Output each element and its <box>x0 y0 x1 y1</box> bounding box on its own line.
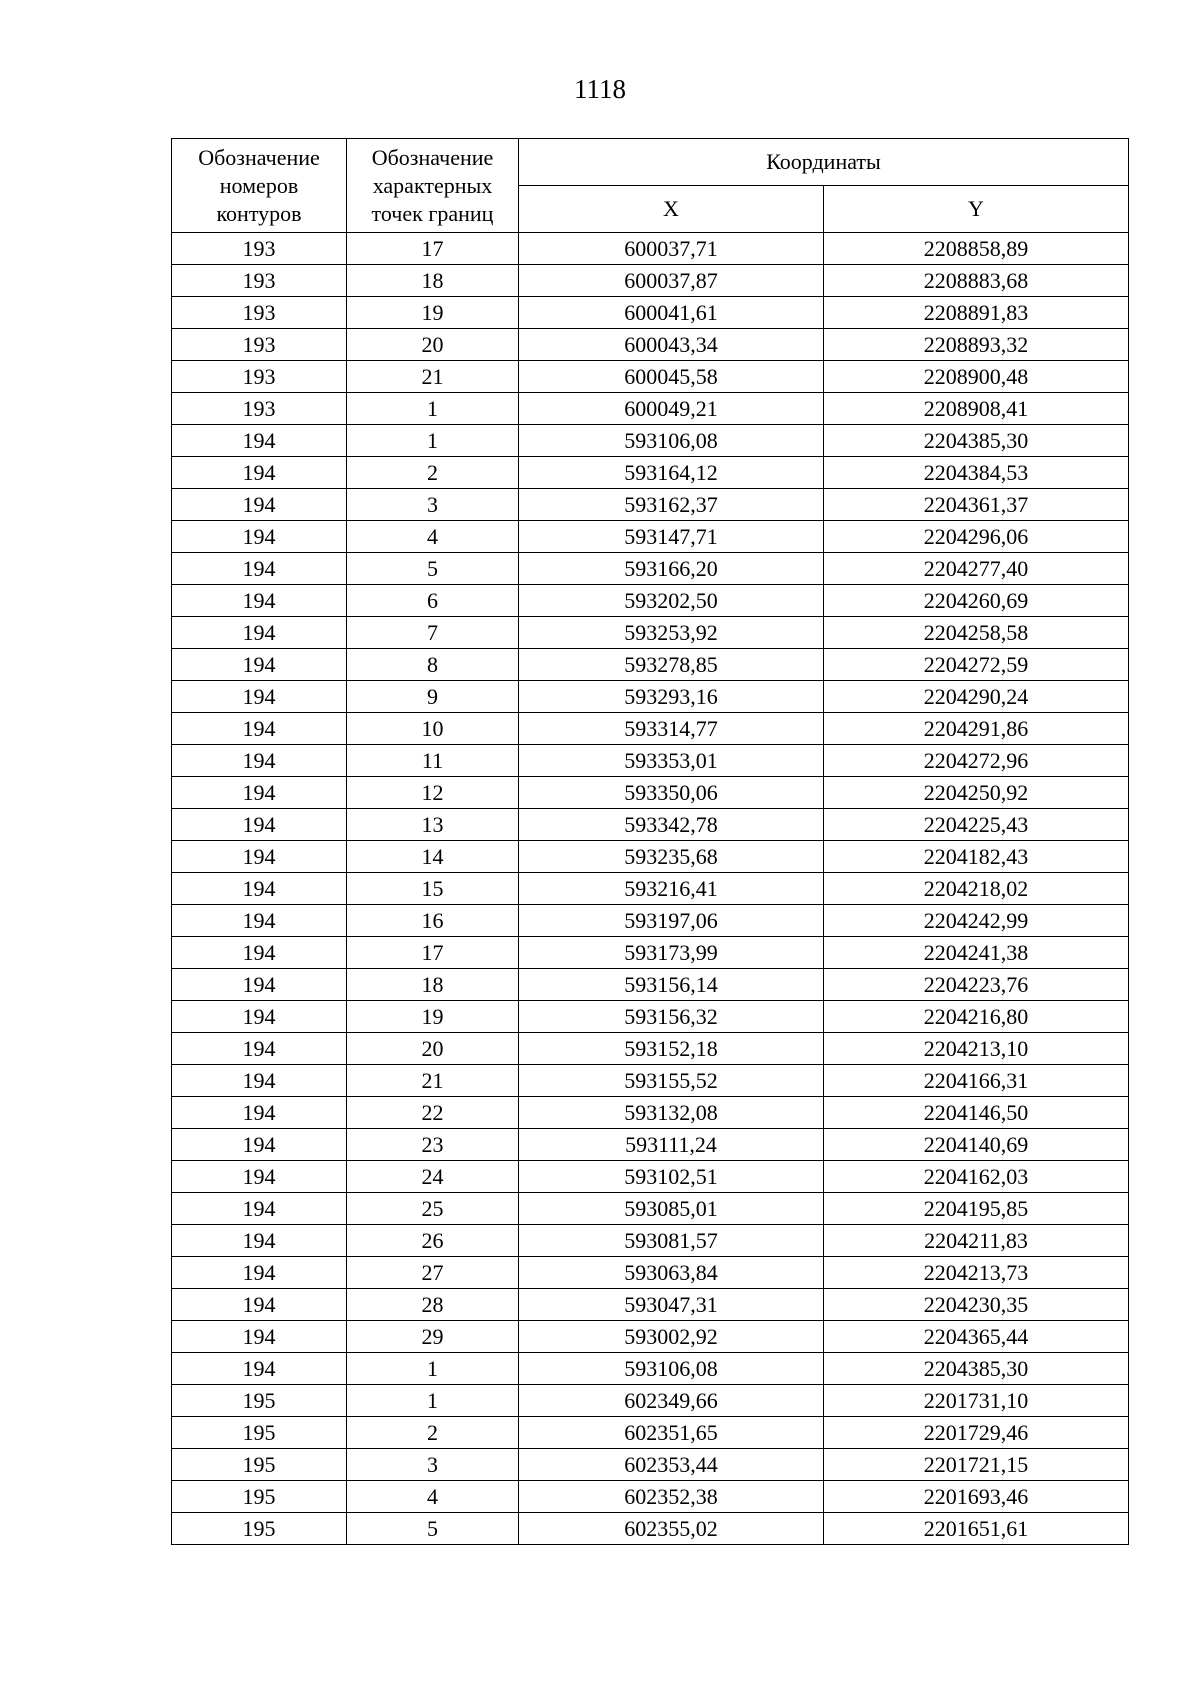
contour-cell: 193 <box>172 361 347 393</box>
contour-cell: 194 <box>172 1001 347 1033</box>
point-cell: 28 <box>347 1289 519 1321</box>
contour-cell: 194 <box>172 553 347 585</box>
y-cell: 2204216,80 <box>824 1001 1129 1033</box>
y-cell: 2204140,69 <box>824 1129 1129 1161</box>
point-cell: 8 <box>347 649 519 681</box>
y-cell: 2204361,37 <box>824 489 1129 521</box>
table-body <box>172 233 1129 1545</box>
point-cell: 1 <box>347 393 519 425</box>
y-cell: 2201729,46 <box>824 1417 1129 1449</box>
point-cell: 4 <box>347 1481 519 1513</box>
table-row <box>172 1161 1129 1193</box>
contour-cell: 195 <box>172 1417 347 1449</box>
point-cell: 5 <box>347 553 519 585</box>
point-cell: 1 <box>347 425 519 457</box>
table-row <box>172 873 1129 905</box>
table-row <box>172 585 1129 617</box>
table-row <box>172 1417 1129 1449</box>
y-cell: 2204385,30 <box>824 425 1129 457</box>
x-cell: 593156,14 <box>519 969 824 1001</box>
table-row <box>172 713 1129 745</box>
contour-cell: 194 <box>172 1193 347 1225</box>
table-row <box>172 1289 1129 1321</box>
table-header <box>172 139 1129 233</box>
contour-cell: 194 <box>172 1353 347 1385</box>
x-cell: 593235,68 <box>519 841 824 873</box>
contour-cell: 194 <box>172 937 347 969</box>
x-cell: 602349,66 <box>519 1385 824 1417</box>
point-cell: 23 <box>347 1129 519 1161</box>
table-row <box>172 1225 1129 1257</box>
point-cell: 18 <box>347 969 519 1001</box>
point-cell: 21 <box>347 1065 519 1097</box>
y-cell: 2204223,76 <box>824 969 1129 1001</box>
contour-cell: 194 <box>172 969 347 1001</box>
table-row <box>172 233 1129 265</box>
contour-cell: 194 <box>172 873 347 905</box>
x-cell: 593155,52 <box>519 1065 824 1097</box>
contour-cell: 194 <box>172 809 347 841</box>
y-cell: 2204146,50 <box>824 1097 1129 1129</box>
point-cell: 2 <box>347 457 519 489</box>
contour-cell: 194 <box>172 777 347 809</box>
y-cell: 2201693,46 <box>824 1481 1129 1513</box>
y-cell: 2204250,92 <box>824 777 1129 809</box>
contour-cell: 195 <box>172 1513 347 1545</box>
y-cell: 2208883,68 <box>824 265 1129 297</box>
contour-cell: 193 <box>172 329 347 361</box>
y-cell: 2204182,43 <box>824 841 1129 873</box>
point-cell: 1 <box>347 1353 519 1385</box>
contour-cell: 194 <box>172 585 347 617</box>
x-cell: 593106,08 <box>519 1353 824 1385</box>
x-cell: 593202,50 <box>519 585 824 617</box>
y-cell: 2204241,38 <box>824 937 1129 969</box>
table-row <box>172 329 1129 361</box>
point-cell: 9 <box>347 681 519 713</box>
table-row <box>172 969 1129 1001</box>
point-cell: 25 <box>347 1193 519 1225</box>
x-cell: 593293,16 <box>519 681 824 713</box>
contour-cell: 195 <box>172 1385 347 1417</box>
point-cell: 4 <box>347 521 519 553</box>
x-cell: 593216,41 <box>519 873 824 905</box>
contour-cell: 194 <box>172 1097 347 1129</box>
table-row <box>172 937 1129 969</box>
table-row <box>172 1513 1129 1545</box>
table-row <box>172 489 1129 521</box>
y-cell: 2208858,89 <box>824 233 1129 265</box>
y-cell: 2208891,83 <box>824 297 1129 329</box>
y-cell: 2204260,69 <box>824 585 1129 617</box>
table-row <box>172 553 1129 585</box>
contour-cell: 193 <box>172 393 347 425</box>
x-cell: 600041,61 <box>519 297 824 329</box>
contour-cell: 194 <box>172 489 347 521</box>
contour-cell: 193 <box>172 265 347 297</box>
x-cell: 600037,87 <box>519 265 824 297</box>
x-cell: 602355,02 <box>519 1513 824 1545</box>
contour-cell: 194 <box>172 1065 347 1097</box>
table-row <box>172 457 1129 489</box>
y-cell: 2208908,41 <box>824 393 1129 425</box>
y-cell: 2204211,83 <box>824 1225 1129 1257</box>
point-cell: 13 <box>347 809 519 841</box>
y-cell: 2204242,99 <box>824 905 1129 937</box>
x-cell: 600045,58 <box>519 361 824 393</box>
y-cell: 2204272,59 <box>824 649 1129 681</box>
point-cell: 2 <box>347 1417 519 1449</box>
contour-cell: 194 <box>172 617 347 649</box>
x-cell: 600049,21 <box>519 393 824 425</box>
table-row <box>172 1449 1129 1481</box>
y-cell: 2204166,31 <box>824 1065 1129 1097</box>
y-cell: 2204213,10 <box>824 1033 1129 1065</box>
x-cell: 593314,77 <box>519 713 824 745</box>
contour-cell: 194 <box>172 1225 347 1257</box>
contour-cell: 194 <box>172 457 347 489</box>
y-cell: 2208893,32 <box>824 329 1129 361</box>
x-cell: 593152,18 <box>519 1033 824 1065</box>
contour-cell: 194 <box>172 425 347 457</box>
table-row <box>172 809 1129 841</box>
table-row <box>172 1065 1129 1097</box>
y-cell: 2201731,10 <box>824 1385 1129 1417</box>
table-row <box>172 777 1129 809</box>
x-cell: 593081,57 <box>519 1225 824 1257</box>
point-cell: 19 <box>347 297 519 329</box>
contour-cell: 194 <box>172 745 347 777</box>
point-cell: 3 <box>347 1449 519 1481</box>
table-row <box>172 1385 1129 1417</box>
y-cell: 2201651,61 <box>824 1513 1129 1545</box>
table-row <box>172 1033 1129 1065</box>
table-row <box>172 393 1129 425</box>
x-cell: 593162,37 <box>519 489 824 521</box>
contour-cell: 194 <box>172 681 347 713</box>
x-cell: 593063,84 <box>519 1257 824 1289</box>
header-contour-numbers: Обозначение номеров контуров <box>172 139 347 233</box>
table-row <box>172 1321 1129 1353</box>
point-cell: 7 <box>347 617 519 649</box>
y-cell: 2208900,48 <box>824 361 1129 393</box>
point-cell: 1 <box>347 1385 519 1417</box>
x-cell: 600037,71 <box>519 233 824 265</box>
point-cell: 24 <box>347 1161 519 1193</box>
y-cell: 2204365,44 <box>824 1321 1129 1353</box>
table-row <box>172 617 1129 649</box>
table-row <box>172 841 1129 873</box>
contour-cell: 194 <box>172 1129 347 1161</box>
x-cell: 593002,92 <box>519 1321 824 1353</box>
contour-cell: 194 <box>172 1033 347 1065</box>
y-cell: 2204290,24 <box>824 681 1129 713</box>
header-coordinates: Координаты <box>519 139 1129 186</box>
table-row <box>172 521 1129 553</box>
contour-cell: 194 <box>172 1161 347 1193</box>
y-cell: 2204230,35 <box>824 1289 1129 1321</box>
table-row <box>172 1129 1129 1161</box>
x-cell: 593253,92 <box>519 617 824 649</box>
y-cell: 2201721,15 <box>824 1449 1129 1481</box>
header-y: Y <box>824 186 1129 233</box>
x-cell: 593111,24 <box>519 1129 824 1161</box>
y-cell: 2204291,86 <box>824 713 1129 745</box>
x-cell: 593353,01 <box>519 745 824 777</box>
contour-cell: 194 <box>172 1289 347 1321</box>
contour-cell: 195 <box>172 1481 347 1513</box>
y-cell: 2204272,96 <box>824 745 1129 777</box>
table-row <box>172 425 1129 457</box>
header-boundary-points: Обозначение характерных точек границ <box>347 139 519 233</box>
x-cell: 593166,20 <box>519 553 824 585</box>
table-row <box>172 1193 1129 1225</box>
point-cell: 27 <box>347 1257 519 1289</box>
y-cell: 2204218,02 <box>824 873 1129 905</box>
x-cell: 602351,65 <box>519 1417 824 1449</box>
contour-cell: 193 <box>172 233 347 265</box>
x-cell: 600043,34 <box>519 329 824 361</box>
header-x: X <box>519 186 824 233</box>
point-cell: 16 <box>347 905 519 937</box>
table-row <box>172 265 1129 297</box>
point-cell: 20 <box>347 1033 519 1065</box>
table-row <box>172 1257 1129 1289</box>
point-cell: 12 <box>347 777 519 809</box>
x-cell: 593102,51 <box>519 1161 824 1193</box>
point-cell: 5 <box>347 1513 519 1545</box>
y-cell: 2204195,85 <box>824 1193 1129 1225</box>
point-cell: 11 <box>347 745 519 777</box>
table-row <box>172 905 1129 937</box>
contour-cell: 194 <box>172 521 347 553</box>
x-cell: 602353,44 <box>519 1449 824 1481</box>
table-row <box>172 649 1129 681</box>
contour-cell: 194 <box>172 1321 347 1353</box>
y-cell: 2204296,06 <box>824 521 1129 553</box>
contour-cell: 195 <box>172 1449 347 1481</box>
point-cell: 20 <box>347 329 519 361</box>
page-number: 1118 <box>574 74 626 104</box>
x-cell: 602352,38 <box>519 1481 824 1513</box>
table-row <box>172 745 1129 777</box>
x-cell: 593164,12 <box>519 457 824 489</box>
x-cell: 593173,99 <box>519 937 824 969</box>
point-cell: 10 <box>347 713 519 745</box>
coordinates-table <box>171 138 1129 1545</box>
x-cell: 593132,08 <box>519 1097 824 1129</box>
point-cell: 22 <box>347 1097 519 1129</box>
contour-cell: 194 <box>172 713 347 745</box>
table-row <box>172 1001 1129 1033</box>
contour-cell: 194 <box>172 649 347 681</box>
point-cell: 26 <box>347 1225 519 1257</box>
table-row <box>172 1481 1129 1513</box>
point-cell: 18 <box>347 265 519 297</box>
x-cell: 593147,71 <box>519 521 824 553</box>
point-cell: 21 <box>347 361 519 393</box>
x-cell: 593197,06 <box>519 905 824 937</box>
x-cell: 593047,31 <box>519 1289 824 1321</box>
contour-cell: 194 <box>172 1257 347 1289</box>
x-cell: 593350,06 <box>519 777 824 809</box>
contour-cell: 194 <box>172 905 347 937</box>
x-cell: 593278,85 <box>519 649 824 681</box>
table-row <box>172 297 1129 329</box>
table-row <box>172 681 1129 713</box>
y-cell: 2204385,30 <box>824 1353 1129 1385</box>
x-cell: 593156,32 <box>519 1001 824 1033</box>
table-row <box>172 361 1129 393</box>
x-cell: 593085,01 <box>519 1193 824 1225</box>
point-cell: 15 <box>347 873 519 905</box>
y-cell: 2204277,40 <box>824 553 1129 585</box>
x-cell: 593106,08 <box>519 425 824 457</box>
point-cell: 14 <box>347 841 519 873</box>
point-cell: 19 <box>347 1001 519 1033</box>
point-cell: 17 <box>347 233 519 265</box>
table-row <box>172 1353 1129 1385</box>
x-cell: 593342,78 <box>519 809 824 841</box>
contour-cell: 193 <box>172 297 347 329</box>
point-cell: 17 <box>347 937 519 969</box>
point-cell: 29 <box>347 1321 519 1353</box>
point-cell: 6 <box>347 585 519 617</box>
y-cell: 2204213,73 <box>824 1257 1129 1289</box>
contour-cell: 194 <box>172 841 347 873</box>
y-cell: 2204384,53 <box>824 457 1129 489</box>
y-cell: 2204162,03 <box>824 1161 1129 1193</box>
table-row <box>172 1097 1129 1129</box>
point-cell: 3 <box>347 489 519 521</box>
y-cell: 2204258,58 <box>824 617 1129 649</box>
y-cell: 2204225,43 <box>824 809 1129 841</box>
